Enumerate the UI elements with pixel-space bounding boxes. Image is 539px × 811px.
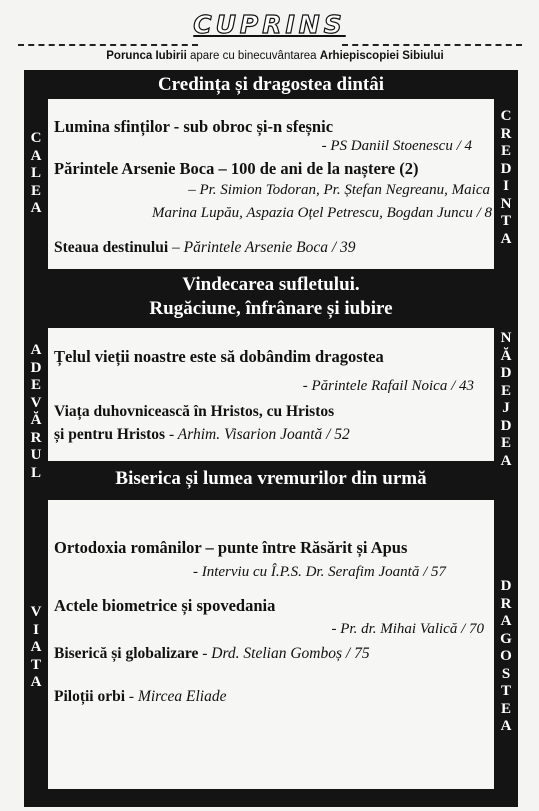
section-box <box>48 328 494 461</box>
side-letter: E <box>500 382 511 399</box>
entry-line <box>54 645 370 663</box>
side-letter: E <box>30 182 41 199</box>
side-letter: I <box>503 178 509 194</box>
side-word-dragostea <box>495 578 517 736</box>
side-letter: R <box>500 125 512 142</box>
subtitle-magazine: Porunca Iubirii <box>106 50 187 62</box>
section-box <box>48 99 494 269</box>
side-letter: D <box>500 365 512 381</box>
side-letter: L <box>30 165 41 181</box>
entry-title: Piloții orbi <box>54 688 126 705</box>
side-letter: A <box>30 674 42 690</box>
side-word-adevarul <box>25 342 47 482</box>
side-letter: D <box>30 359 42 376</box>
entry-author: - Arhim. Visarion Joantă / 52 <box>168 426 350 443</box>
entry-author: - Pr. dr. Mihai Valică / 70 <box>331 621 484 637</box>
side-letter: A <box>500 613 512 629</box>
entry-line <box>54 688 226 706</box>
entry-title: Steaua destinului <box>54 239 169 256</box>
side-word-credinta <box>495 108 517 248</box>
entry-line <box>54 426 350 444</box>
side-letter: E <box>30 377 41 393</box>
divider-left <box>18 44 198 46</box>
side-letter: V <box>30 394 42 411</box>
side-letter: A <box>500 452 512 469</box>
side-letter: R <box>500 595 512 612</box>
side-letter: D <box>500 578 512 594</box>
side-letter: L <box>30 464 41 481</box>
side-letter: R <box>30 429 42 446</box>
side-letter: J <box>502 400 510 416</box>
entry-author: Marina Lupău, Aspazia Oțel Petrescu, Bogdan Juncu / 8 <box>152 205 492 221</box>
side-letter: C <box>500 108 512 124</box>
entry-author: - Mircea Eliade <box>128 688 227 705</box>
side-letter: S <box>501 665 511 682</box>
entry-title: Actele biometrice și spovedania <box>54 596 276 615</box>
section-box <box>48 500 494 789</box>
side-word-viata <box>25 604 47 692</box>
entry-author: - Părintele Rafail Noica / 43 <box>302 378 474 394</box>
side-letter: A <box>500 230 512 247</box>
entry-line <box>54 239 356 257</box>
divider-right <box>342 44 522 46</box>
entry-title: Părintele Arsenie Boca – 100 de ani de la naștere (2) <box>54 159 419 178</box>
entry-author: – Părintele Arsenie Boca / 39 <box>172 239 356 256</box>
entry-author: – Pr. Simion Todoran, Pr. Ștefan Negreanu, Maica <box>188 182 490 198</box>
side-letter: I <box>33 621 39 638</box>
side-letter: Ă <box>500 347 512 364</box>
side-letter: C <box>30 130 42 146</box>
side-letter: E <box>500 700 511 717</box>
side-letter: T <box>500 213 511 229</box>
side-letter: N <box>500 195 512 212</box>
section-heading-line-1: Vindecarea sufletului. <box>182 274 360 295</box>
section-heading-line-2: Rugăciune, înfrânare și iubire <box>149 298 393 319</box>
side-letter: T <box>500 683 511 699</box>
side-letter: N <box>500 330 512 346</box>
side-letter: T <box>30 656 41 673</box>
subtitle-text: apare cu binecuvântarea <box>189 50 317 62</box>
entry-title: Ortodoxia românilor – punte între Răsărit și Apus <box>54 538 408 557</box>
side-word-calea <box>25 130 47 218</box>
side-letter: A <box>30 200 42 216</box>
entry-title: Lumina sfinților - sub obroc și-n sfeșnic <box>54 117 334 136</box>
page-title: CUPRINS <box>193 10 346 39</box>
side-letter: Ă <box>30 412 42 428</box>
side-letter: A <box>30 342 42 358</box>
side-letter: D <box>500 160 512 177</box>
subtitle-archdiocese: Arhiepiscopiei Sibiului <box>319 50 444 62</box>
side-letter: U <box>30 447 42 463</box>
side-letter: E <box>500 143 511 159</box>
side-letter: E <box>500 435 511 451</box>
side-letter: V <box>30 604 42 620</box>
entry-author: - Drd. Stelian Gomboș / 75 <box>202 645 370 662</box>
entry-title: Biserică și globalizare <box>54 645 199 662</box>
section-heading: Biserica și lumea vremurilor din urmă <box>115 468 427 489</box>
side-letter: A <box>30 147 42 164</box>
entry-author: - Interviu cu Î.P.S. Dr. Serafim Joantă / 57 <box>192 564 446 580</box>
side-letter: O <box>500 648 512 664</box>
entry-title-cont: și pentru Hristos <box>54 426 166 443</box>
side-word-nadejdea <box>495 330 517 470</box>
entry-author: - PS Daniil Stoenescu / 4 <box>321 138 472 154</box>
entry-title: Țelul vieții noastre este să dobândim dragostea <box>54 347 384 366</box>
side-letter: G <box>500 630 512 647</box>
side-letter: A <box>500 718 512 734</box>
section-heading: Credința și dragostea dintâi <box>157 74 385 95</box>
side-letter: D <box>500 417 512 434</box>
subtitle <box>40 50 510 62</box>
entry-title: Viața duhovnicească în Hristos, cu Hristos <box>54 403 335 420</box>
side-letter: A <box>30 639 42 655</box>
